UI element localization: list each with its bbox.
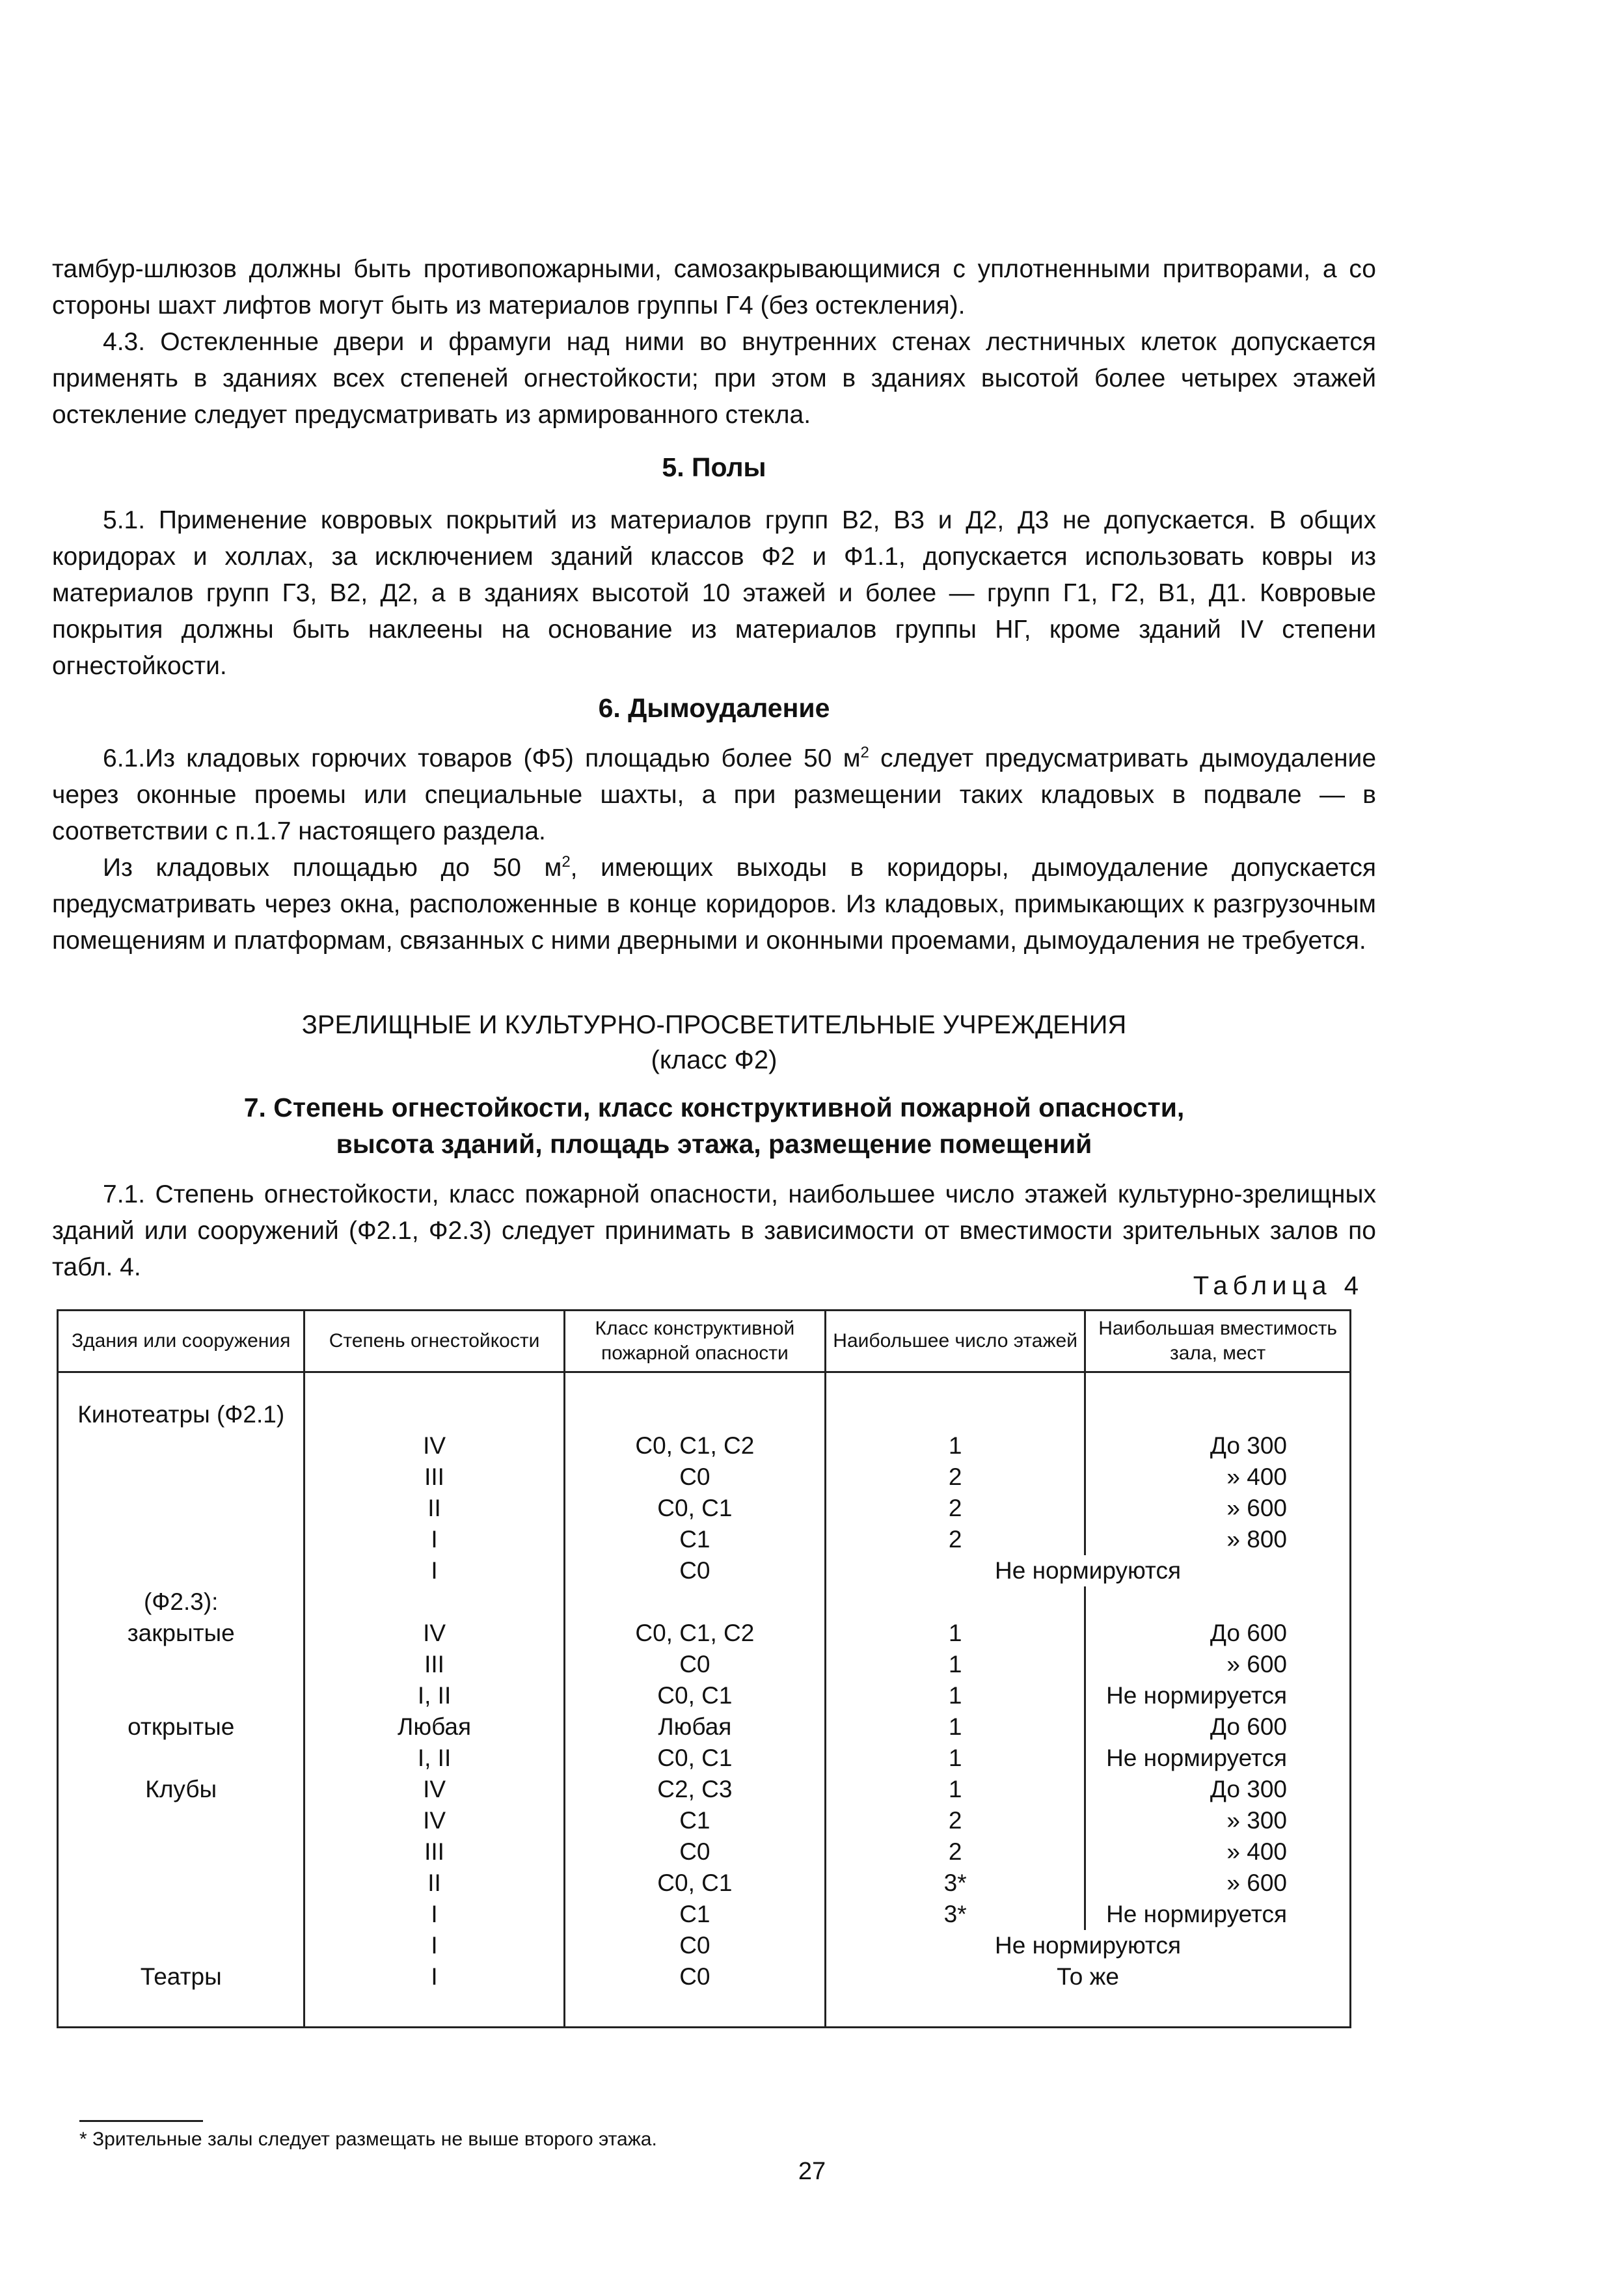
paragraph-7-1: 7.1. Степень огнестойкости, класс пожарной опасности, наибольшее число этажей культурно-зрелищных зданий или сооружений (Ф2.1, Ф2.3) следует принимать в зависимости от вместимости зрительных залов по табл. 4. (52, 1180, 1376, 1281)
table-cell: С0 (564, 1649, 825, 1680)
table-cell: До 300 (1085, 1430, 1351, 1461)
table-row (58, 1743, 1351, 1774)
table-cell: II (304, 1493, 564, 1524)
table-cell: С1 (564, 1524, 825, 1555)
table-cell: С1 (564, 1899, 825, 1930)
table-cell: I (304, 1555, 564, 1586)
table-header-buildings: Здания или сооружения (58, 1311, 304, 1372)
table-cell: » 600 (1085, 1649, 1351, 1680)
table-cell: Не нормируется (1085, 1680, 1351, 1711)
table-cell (58, 1430, 304, 1461)
table-cell: I, II (304, 1743, 564, 1774)
table-cell: 1 (826, 1649, 1085, 1680)
table-row (58, 1372, 1351, 1431)
table-row (58, 1555, 1351, 1586)
table-cell: III (304, 1649, 564, 1680)
group-heading-title: ЗРЕЛИЩНЫЕ И КУЛЬТУРНО-ПРОСВЕТИТЕЛЬНЫЕ УЧРЕЖДЕНИЯ (301, 1011, 1127, 1039)
table-cell: Театры (58, 1961, 304, 2028)
table-cell: » 600 (1085, 1493, 1351, 1524)
table-cell: До 600 (1085, 1618, 1351, 1649)
table-cell: С0, С1, С2 (564, 1618, 825, 1649)
table-cell: Не нормируется (1085, 1899, 1351, 1930)
table-cell (1085, 1372, 1351, 1431)
table-cell (58, 1743, 304, 1774)
table-cell: » 800 (1085, 1524, 1351, 1555)
table-cell: II (304, 1868, 564, 1899)
table-cell: III (304, 1461, 564, 1493)
table-cell: 3* (826, 1899, 1085, 1930)
table-cell (564, 1372, 825, 1431)
table-cell: IV (304, 1618, 564, 1649)
table-row (58, 1899, 1351, 1930)
group-heading-class: (класс Ф2) (651, 1046, 778, 1074)
table-cell: С0 (564, 1461, 825, 1493)
table-row (58, 1774, 1351, 1805)
table-cell (304, 1372, 564, 1431)
table-cell: » 300 (1085, 1805, 1351, 1836)
table-cell: То же (826, 1961, 1351, 2028)
table-4 (57, 1309, 1351, 2028)
table-cell: С0 (564, 1555, 825, 1586)
table-cell: (Ф2.3): (58, 1586, 304, 1618)
paragraph-6-1: 6.1.Из кладовых горючих товаров (Ф5) площадью более 50 $м^2$ следует предусматривать дымоудаление через оконные проемы или специальные шахты, а при размещении таких кладовых в подвале — в соответствии с п.1.7 настоящего раздела. (52, 744, 1377, 845)
table-cell (58, 1555, 304, 1586)
table-cell (58, 1899, 304, 1930)
table-cell: До 300 (1085, 1774, 1351, 1805)
table-cell: Кинотеатры (Ф2.1) (58, 1372, 304, 1431)
table-row (58, 1430, 1351, 1461)
table-cell: Не нормируются (826, 1555, 1351, 1586)
table-row (58, 1711, 1351, 1743)
table-row (58, 1493, 1351, 1524)
section-7-heading-line2: высота зданий, площадь этажа, размещение помещений (336, 1129, 1092, 1159)
table-cell: IV (304, 1805, 564, 1836)
table-header-row (58, 1311, 1351, 1372)
section-5-heading: 5. Полы (662, 452, 766, 482)
table-cell: закрытые (58, 1618, 304, 1649)
table-cell: открытые (58, 1711, 304, 1743)
section-7 (52, 1089, 1376, 1286)
table-body (58, 1372, 1351, 2028)
table-cell: С1 (564, 1805, 825, 1836)
table-cell (58, 1680, 304, 1711)
paragraph-4-3: 4.3. Остекленные двери и фрамуги над ними во внутренних стенах лестничных клеток допускается применять в зданиях всех степеней огнестойкости; при этом в зданиях высотой более четырех этажей остекление следует предусматривать из армированного стекла. (52, 328, 1376, 429)
table-cell: IV (304, 1430, 564, 1461)
table-cell: 2 (826, 1461, 1085, 1493)
table-cell: 1 (826, 1430, 1085, 1461)
table-cell: 3* (826, 1868, 1085, 1899)
table-cell: I (304, 1524, 564, 1555)
table-cell: I (304, 1899, 564, 1930)
table-row (58, 1586, 1351, 1618)
table-caption: Таблица 4 (1193, 1271, 1364, 1300)
table-cell: 1 (826, 1743, 1085, 1774)
table-header-fire-resistance: Степень огнестойкости (304, 1311, 564, 1372)
table-cell: Не нормируются (826, 1930, 1351, 1961)
table-cell (58, 1649, 304, 1680)
table-cell: С0 (564, 1836, 825, 1868)
table-cell: I, II (304, 1680, 564, 1711)
table-cell: Любая (564, 1711, 825, 1743)
table-header-max-capacity: Наибольшая вместимость зала, мест (1085, 1311, 1351, 1372)
table-row (58, 1618, 1351, 1649)
body-text-top (52, 251, 1376, 433)
table-row (58, 1961, 1351, 2028)
table-row (58, 1461, 1351, 1493)
table-cell: С0 (564, 1930, 825, 1961)
table-row (58, 1680, 1351, 1711)
table-cell (58, 1836, 304, 1868)
table-cell (58, 1461, 304, 1493)
table-cell: Клубы (58, 1774, 304, 1805)
table-cell: Не нормируется (1085, 1743, 1351, 1774)
table-cell (58, 1805, 304, 1836)
table-cell: IV (304, 1774, 564, 1805)
table-cell: С0, С1 (564, 1868, 825, 1899)
table-cell: 1 (826, 1680, 1085, 1711)
table-row (58, 1868, 1351, 1899)
page-number: 27 (798, 2158, 826, 2185)
table-cell: С0, С1 (564, 1743, 825, 1774)
footnote: * Зрительные залы следует размещать не выше второго этажа. (79, 2128, 657, 2150)
paragraph-continuation: тамбур-шлюзов должны быть противопожарными, самозакрывающимися с уплотненными притворами, а со стороны шахт лифтов могут быть из материалов группы Г4 (без остекления). (52, 255, 1376, 319)
table-row (58, 1930, 1351, 1961)
table-cell: I (304, 1930, 564, 1961)
table-row (58, 1649, 1351, 1680)
table-cell (564, 1586, 825, 1618)
table-cell (304, 1586, 564, 1618)
table-cell (58, 1930, 304, 1961)
table-cell: До 600 (1085, 1711, 1351, 1743)
table-cell: С0 (564, 1961, 825, 2028)
table-cell: Любая (304, 1711, 564, 1743)
table-cell: 1 (826, 1618, 1085, 1649)
paragraph-5-1: 5.1. Применение ковровых покрытий из материалов групп В2, В3 и Д2, Д3 не допускается. В общих коридорах и холлах, за исключением зданий классов Ф2 и Ф1.1, допускается использовать ковры из материалов групп Г3, В2, Д2, а в зданиях высотой 10 этажей и более — групп Г1, Г2, В1, Д1. Ковровые покрытия должны быть наклеены на основание из материалов группы НГ, кроме зданий IV степени огнестойкости. (52, 506, 1376, 680)
table-cell: 2 (826, 1493, 1085, 1524)
table-cell (826, 1586, 1085, 1618)
table-cell (826, 1372, 1085, 1431)
section-6 (52, 690, 1376, 959)
table-cell: С2, С3 (564, 1774, 825, 1805)
table-cell (58, 1524, 304, 1555)
table-cell (58, 1493, 304, 1524)
table-header-max-floors: Наибольшее число этажей (826, 1311, 1085, 1372)
group-heading (52, 1007, 1376, 1078)
table-cell: С0, С1 (564, 1493, 825, 1524)
table-cell: I (304, 1961, 564, 2028)
table-row (58, 1836, 1351, 1868)
table-cell: С0, С1 (564, 1680, 825, 1711)
table-cell (58, 1868, 304, 1899)
table-cell: » 400 (1085, 1836, 1351, 1868)
section-6-heading: 6. Дымоудаление (598, 693, 830, 723)
footnote-separator (79, 2120, 203, 2122)
table-row (58, 1805, 1351, 1836)
table-header-fire-hazard-class: Класс конструктивной пожарной опасности (564, 1311, 825, 1372)
table-cell: 1 (826, 1774, 1085, 1805)
table-cell: 2 (826, 1524, 1085, 1555)
section-7-heading-line1: 7. Степень огнестойкости, класс конструктивной пожарной опасности, (243, 1093, 1185, 1122)
section-5 (52, 449, 1376, 685)
paragraph-6-2: Из кладовых площадью до 50 $м^2$, имеющих выходы в коридоры, дымоудаление допускается предусматривать через окна, расположенные в конце коридоров. Из кладовых, примыкающих к разгрузочным помещениям и платформам, связанных с ними дверными и оконными проемами, дымоудаления не требуется. (52, 853, 1376, 955)
table-cell: III (304, 1836, 564, 1868)
table-cell: 2 (826, 1805, 1085, 1836)
table-cell (1085, 1586, 1351, 1618)
table-cell: С0, С1, С2 (564, 1430, 825, 1461)
table-cell: 1 (826, 1711, 1085, 1743)
table-row (58, 1524, 1351, 1555)
table-cell: » 600 (1085, 1868, 1351, 1899)
table-cell: » 400 (1085, 1461, 1351, 1493)
table-cell: 2 (826, 1836, 1085, 1868)
